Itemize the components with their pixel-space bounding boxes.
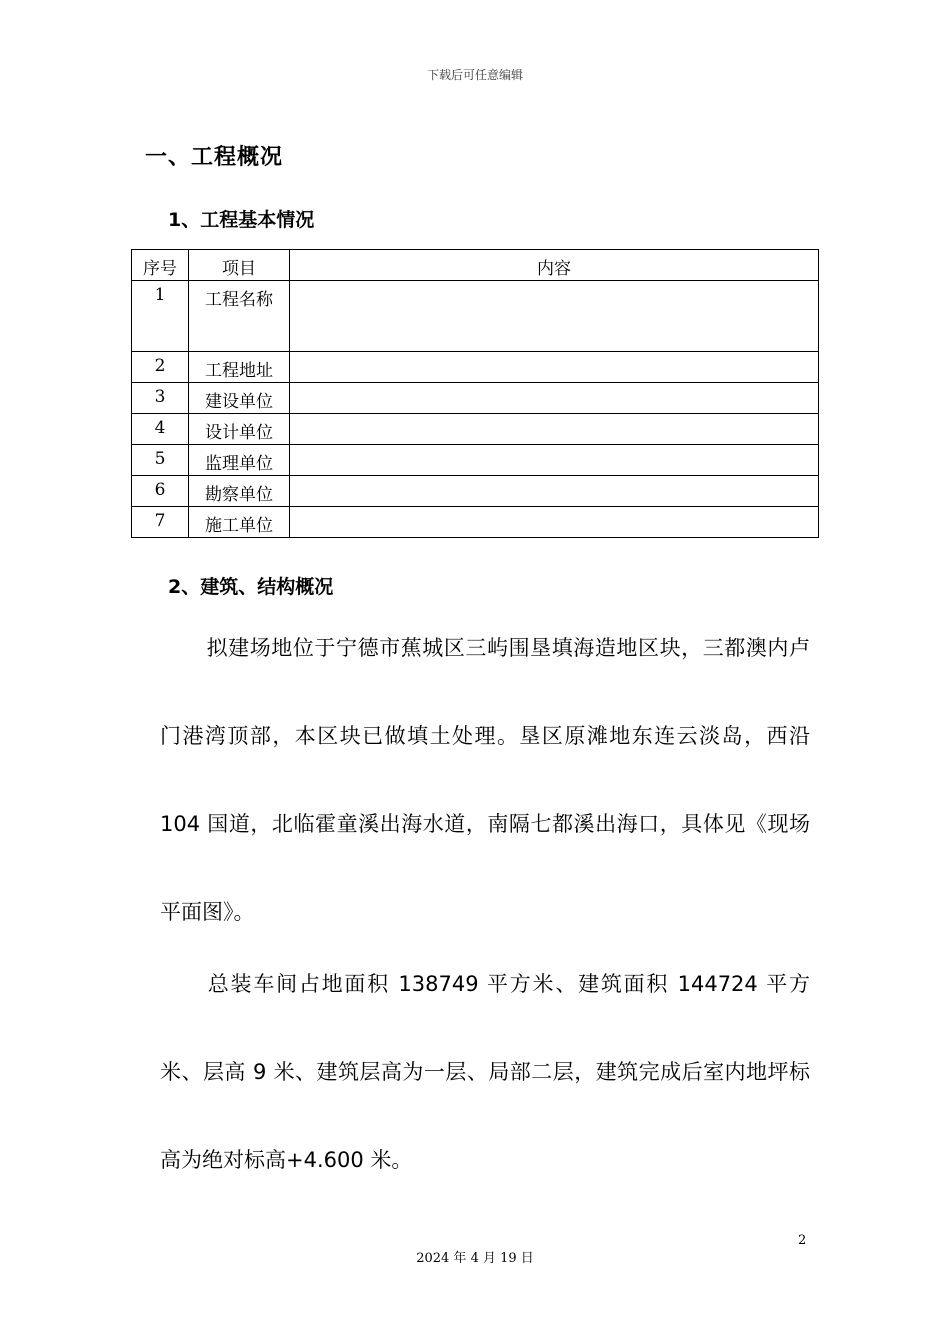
footer-date: 2024 年 4 月 19 日 (416, 1251, 534, 1266)
paragraph-site-location (160, 604, 810, 956)
row-number: 2 (132, 352, 189, 383)
row-item: 工程名称 (189, 281, 290, 352)
table-row (132, 383, 819, 414)
project-info-table (131, 249, 819, 538)
row-content (290, 507, 819, 538)
row-item: 工程地址 (189, 352, 290, 383)
paragraph-building-area (160, 940, 810, 1204)
table-row (132, 281, 819, 352)
chapter-heading: 一、工程概况 (145, 145, 284, 170)
row-item: 勘察单位 (189, 476, 290, 507)
table-row (132, 414, 819, 445)
table-row (132, 507, 819, 538)
table-header-row (132, 250, 819, 281)
table-row (132, 352, 819, 383)
column-header-number: 序号 (132, 250, 189, 281)
header-note: 下载后可任意编辑 (426, 68, 523, 82)
column-header-content: 内容 (290, 250, 819, 281)
row-item: 建设单位 (189, 383, 290, 414)
row-content (290, 476, 819, 507)
section-heading-structure: 2、建筑、结构概况 (168, 576, 334, 598)
row-number: 6 (132, 476, 189, 507)
row-content (290, 281, 819, 352)
row-number: 5 (132, 445, 189, 476)
row-item: 监理单位 (189, 445, 290, 476)
column-header-item: 项目 (189, 250, 290, 281)
row-content (290, 352, 819, 383)
row-content (290, 383, 819, 414)
table-row (132, 445, 819, 476)
row-number: 7 (132, 507, 189, 538)
paragraph-text: 拟建场地位于宁德市蕉城区三屿围垦填海造地区块，三都澳内卢门港湾顶部，本区块已做填土处理。垦区原滩地东连云淡岛，西沿 104 国道，北临霍童溪出海水道，南隔七都溪出海口，具体见《现场平面图》。 (160, 636, 810, 924)
section-heading-basic-info: 1、工程基本情况 (168, 209, 315, 231)
row-content (290, 445, 819, 476)
row-item: 设计单位 (189, 414, 290, 445)
page-number: 2 (798, 1233, 807, 1248)
row-content (290, 414, 819, 445)
table-row (132, 476, 819, 507)
row-number: 3 (132, 383, 189, 414)
row-number: 1 (132, 281, 189, 352)
paragraph-text: 总装车间占地面积 138749 平方米、建筑面积 144724 平方米、层高 9 米、建筑层高为一层、局部二层，建筑完成后室内地坪标高为绝对标高+4.600 米。 (160, 972, 810, 1172)
row-number: 4 (132, 414, 189, 445)
row-item: 施工单位 (189, 507, 290, 538)
